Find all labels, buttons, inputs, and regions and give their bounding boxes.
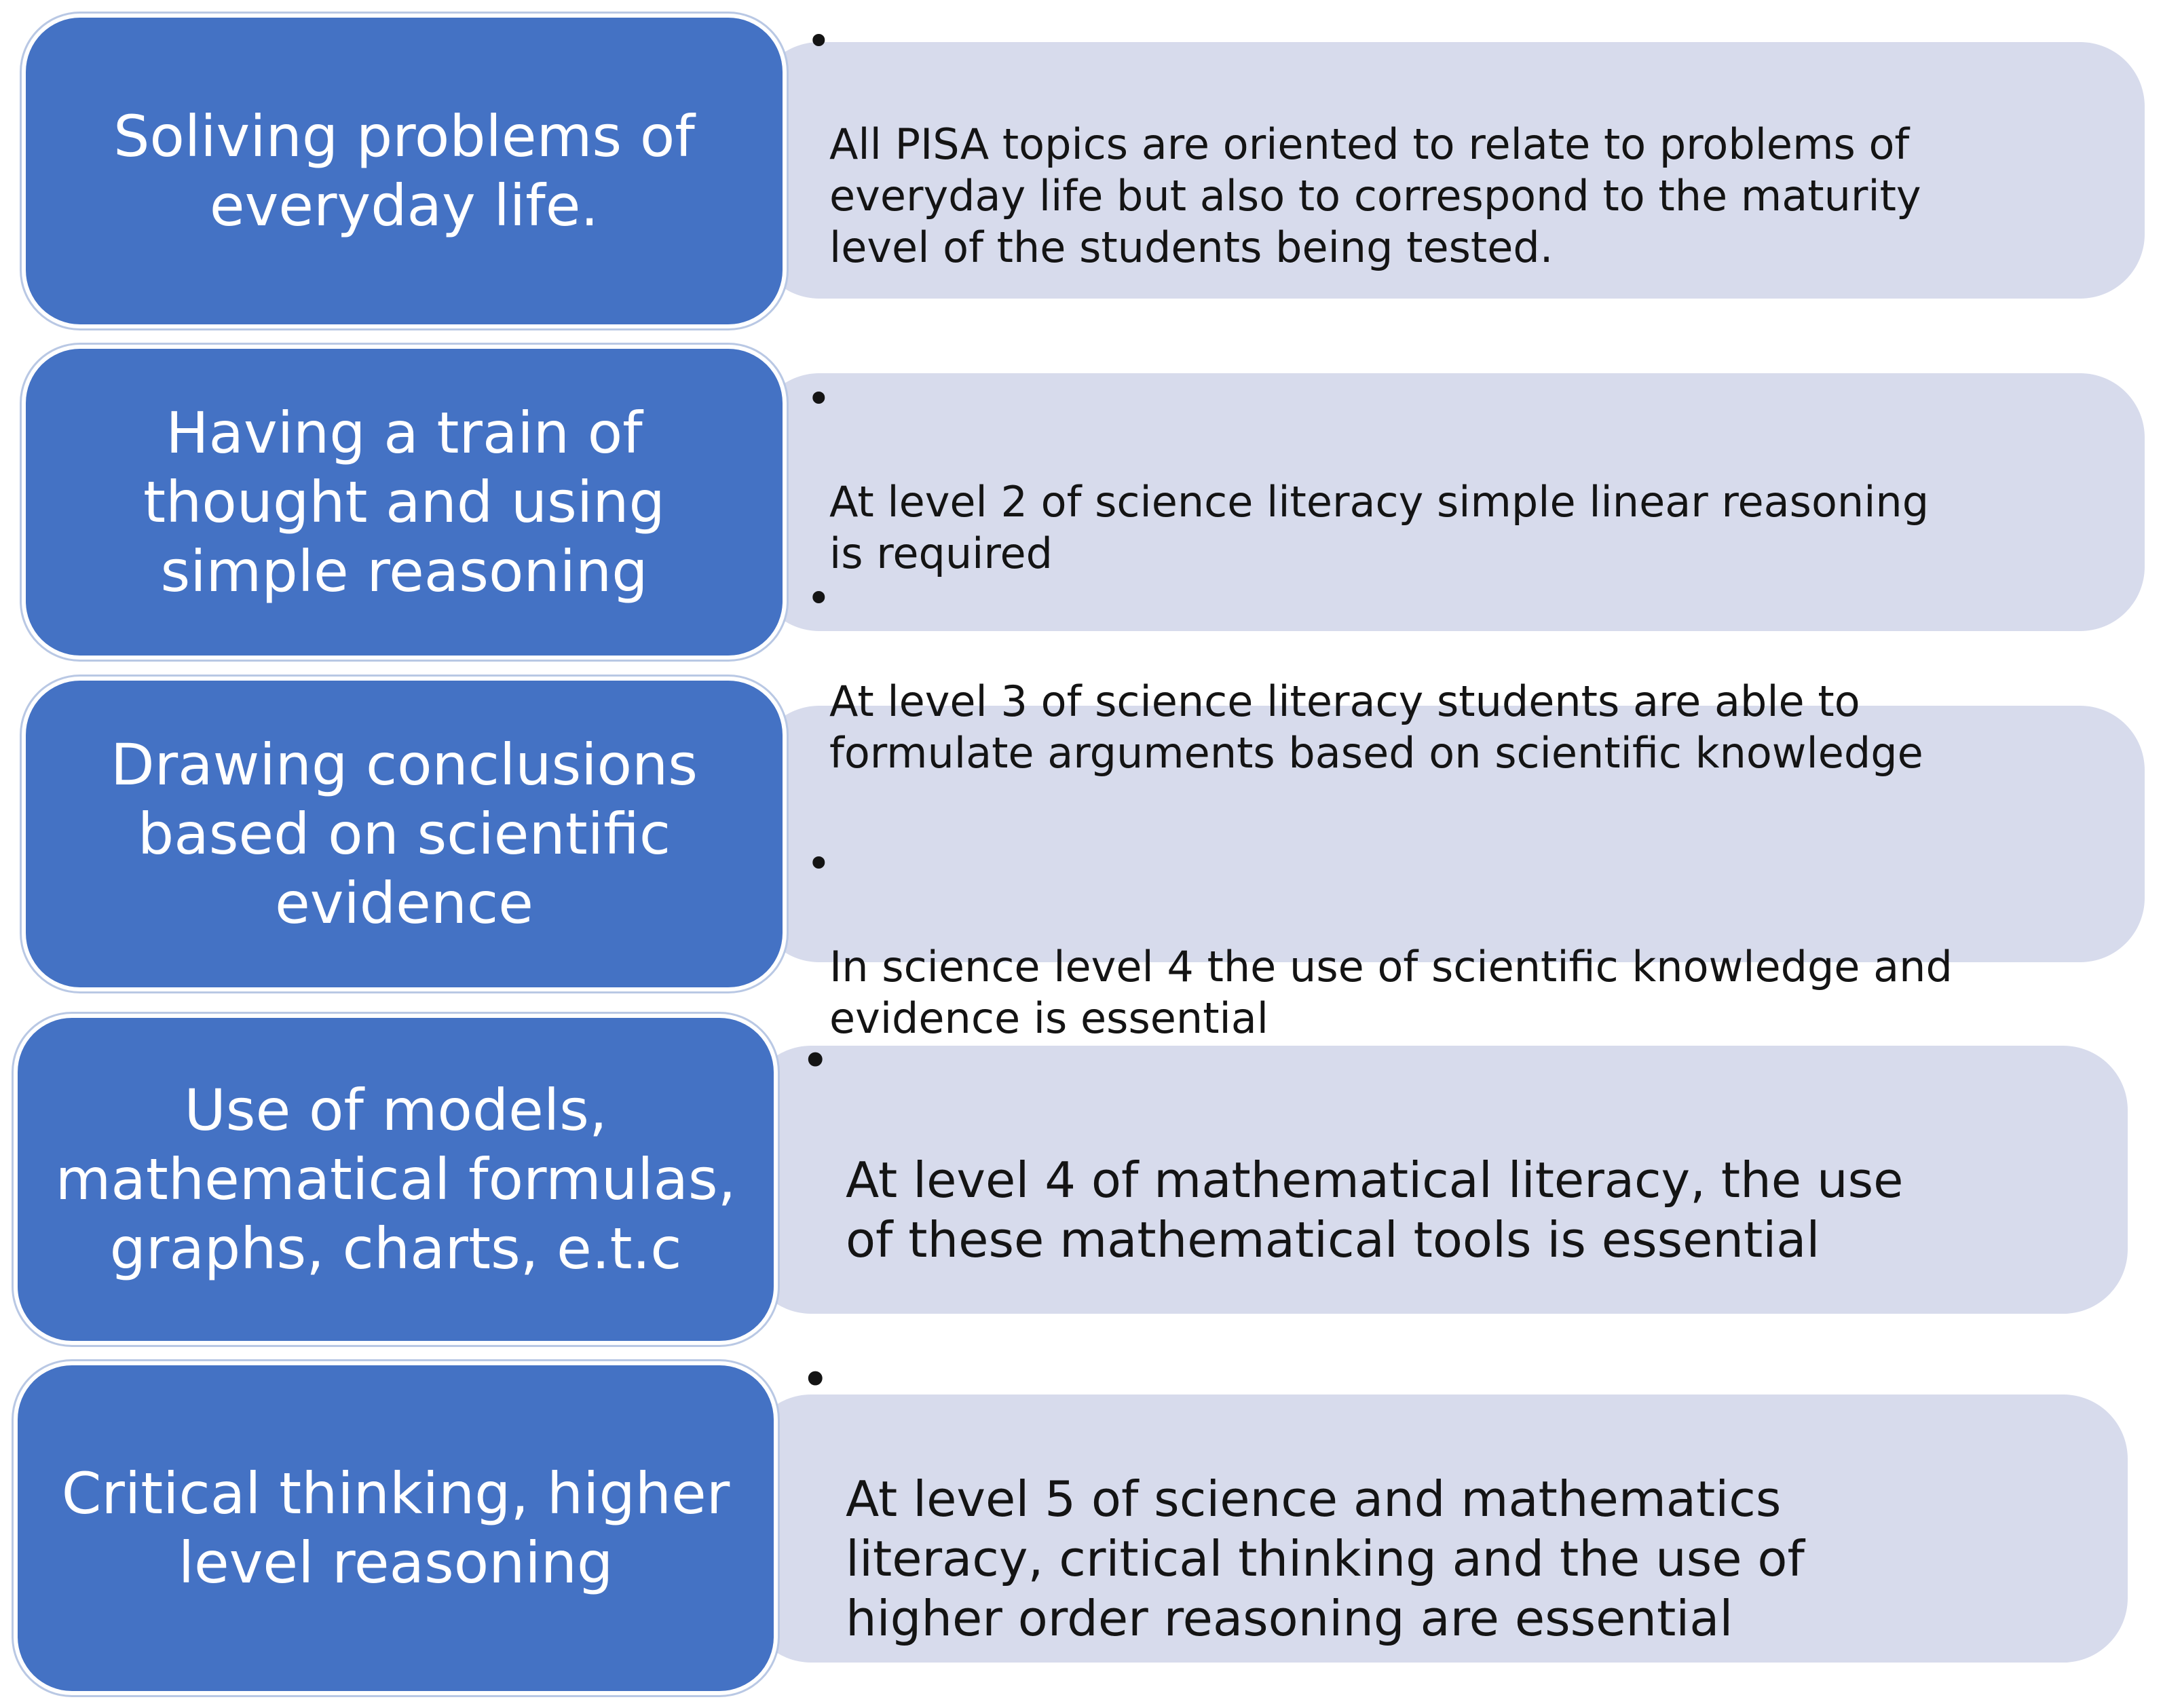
- row-2-bullet-1: • At level 2 of science literacy simple linear reasoning is required: [806, 374, 1930, 578]
- bullet-icon: •: [801, 1350, 830, 1408]
- bullet-icon: •: [806, 16, 831, 66]
- row-2-label: [26, 349, 783, 656]
- row-3-label-text: Drawing conclusions based on scientific evidence: [110, 732, 698, 936]
- row-1-label: [26, 18, 783, 324]
- row-2-label-text: Having a train of thought and using simple reasoning: [143, 400, 665, 605]
- row-5-description: [747, 1350, 2128, 1663]
- row-3-bullet-2: • In science level 4 the use of scientific knowledge and evidence is essential: [806, 838, 1953, 1043]
- row-4-bullet-1: • At level 4 of mathematical literacy, the use of these mathematical tools is essential: [801, 1031, 1904, 1268]
- row-1-label-text: Soliving problems of everyday life.: [113, 103, 695, 239]
- row-5-label-text: Critical thinking, higher level reasoning: [61, 1460, 730, 1596]
- row-5-bullet-1: • At level 5 of science and mathematics literacy, critical thinking and the use of higher order reasoning are essential: [801, 1350, 1805, 1647]
- row-3-description: [755, 573, 2145, 1043]
- bullet-icon: •: [806, 573, 831, 623]
- row-3-bullet-1: • At level 3 of science literacy students are able to formulate arguments based on scientific knowledge: [806, 573, 1923, 778]
- row-4-description: [747, 1031, 2128, 1314]
- row-4-label: [18, 1018, 774, 1341]
- bullet-icon: •: [806, 374, 831, 423]
- row-4-label-text: Use of models, mathematical formulas, graphs, charts, e.t.c: [55, 1077, 736, 1282]
- row-5-label: [18, 1365, 774, 1691]
- row-3-label: [26, 681, 783, 987]
- bullet-icon: •: [806, 838, 831, 888]
- row-1-description: [755, 16, 2145, 299]
- row-1-bullet-1: • All PISA topics are oriented to relate to problems of everyday life but also to correspond to the maturity level of the students being tested.: [806, 16, 1921, 272]
- bullet-icon: •: [801, 1031, 830, 1089]
